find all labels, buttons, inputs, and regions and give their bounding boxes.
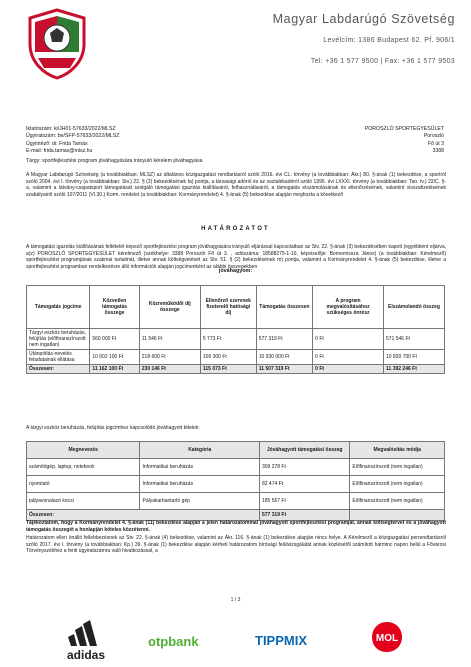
column-header: Megnevezés <box>27 442 140 459</box>
table-row <box>27 329 445 350</box>
table-cell: 185 567 Ft <box>259 493 349 510</box>
meta-case-number: Ügyiratszám: be/SFP-57633/2022/MLSZ <box>26 133 120 140</box>
table-cell: Összesen: <box>27 510 260 521</box>
column-header: Elszámolandó összeg <box>384 286 445 329</box>
table-cell: 0 Ft <box>313 365 384 374</box>
table-cell: 0 Ft <box>313 329 384 350</box>
table-cell <box>350 510 445 521</box>
column-header: A program megvalósításához szükséges önrész <box>313 286 384 329</box>
decision-paragraph: A támogatási igazolás kiállításának feltételét képező sportfejlesztési program jóváhagyására irányuló eljárással kapcsolatban az Stv. 22. §-ának (3) bekezdésében kapott (egyébként eljárva, a(z) POROSZLÓ SPORTEGYESÜLET kérelmező (székhelye: 3388 Poroszló Fő út 3. , adószáma: 18588275-1-10, képviselője: Bornemissza János) (a továbbiakban: Kérelmező) sportfejlesztési programjának szakmai tartalmát, illetve annak költségvetését az Stv. 51. § (2) bekezdésének m) pontja, valamint a Kormányrendelet 4. §-ának (5) bekezdése, illetve a sportfejlesztési programban rendelkezésre álló információk alapján jogcímenként az alábbi összegekben <box>26 244 446 270</box>
table-cell: nyomtató <box>27 476 140 493</box>
table-cell: Informatikai beruházás <box>140 476 259 493</box>
publication-notice: Tájékoztatom, hogy a Kormányrendelet 4. §-ának (11) bekezdése alapján a jelen határozatommal jóváhagyott sportfejlesztési programját, annak költségtervet és a jóváhagyott támogatás összegét a honlapján köteles közzétenni. <box>26 520 446 533</box>
table-cell: Pályakarbantartó gép <box>140 493 259 510</box>
table-cell: 10 930 000 Ft <box>256 350 312 365</box>
tippmix-wordmark: TIPPMIX <box>255 633 308 648</box>
org-title: Magyar Labdarúgó Szövetség <box>272 12 455 26</box>
table-total-row <box>27 510 445 521</box>
org-contact: Tel: +36 1 577 9500 | Fax: +36 1 577 9503 <box>310 58 455 65</box>
org-address: Levélcím: 1386 Budapest 62. Pf. 906/1 <box>323 37 455 44</box>
recipient-name: POROSZLÓ SPORTEGYESÜLET <box>364 126 444 132</box>
table-cell: pályavonalazó kocsi <box>27 493 140 510</box>
table-header-row <box>27 442 445 459</box>
table-cell: 82 474 Ft <box>259 476 349 493</box>
adidas-stripes-icon <box>63 620 109 646</box>
table-cell: 109 300 Ft <box>200 350 256 365</box>
table-cell: Előfinanszírozott (nem ingatlan) <box>350 493 445 510</box>
table-total-row <box>27 365 445 374</box>
table-row <box>27 493 445 510</box>
table-cell: 218 600 Ft <box>139 350 200 365</box>
table-header-row <box>27 286 445 329</box>
otpbank-wordmark: otpbank <box>148 634 199 649</box>
sponsor-bar <box>0 612 471 662</box>
page-number: 1 / 3 <box>230 597 241 603</box>
table-cell: 309 278 Ft <box>259 459 349 476</box>
table-row <box>27 476 445 493</box>
table-cell: számítógép, laptop, notebook <box>27 459 140 476</box>
column-header: Ellenőrző szervnek fizetendő hatósági díj <box>200 286 256 329</box>
table-cell: Informatikai beruházás <box>140 459 259 476</box>
table-cell: 11 162 100 Ft <box>90 365 139 374</box>
adidas-logo <box>63 620 109 662</box>
table-cell: Összesen: <box>27 365 90 374</box>
meta-clerk: Ügyintéző: dr. Frida Tamás <box>26 140 88 147</box>
column-header: Jóváhagyott támogatási összeg <box>259 442 349 459</box>
table-cell: 577 319 Ft <box>256 329 312 350</box>
intro-paragraph: A Magyar Labdarúgó Szövetség (a továbbiakban: MLSZ) az általános közigazgatási rendtartásról szóló 2016. évi CL. törvény (a továbbiakban: Ákr.) 80. §-ának (1) bekezdése, a sportról szóló 2004. évi I. törvény (a továbbiakban: Stv.) 22. § (2) bekezdésének fa) pontja, a társasági adóról és az osztalékadóról szóló 1996. évi LXXXI. törvény (a továbbiakban: Tao. tv.) 22/C. §-a, valamint a látvány-csapatsport támogatását szolgáló támogatási igazolás kiállításáról, felhasználásáról, a támogatás elszámolásának és ellenőrzésének, valamint visszafizetésének szabályairól szóló 107/2011 (VI.30.) Korm. rendelet (a továbbiakban: Kormányrendelet) 4. §-ának (5) bekezdése alapján meghozta a következő <box>26 172 446 198</box>
recipient-zip: 3388 <box>432 148 444 155</box>
column-header: Kategória <box>140 442 259 459</box>
approved-items-table <box>26 441 445 521</box>
table-cell: 230 146 Ft <box>139 365 200 374</box>
table-cell: Előfinanszírozott (nem ingatlan) <box>350 459 445 476</box>
meta-reg-number: Iktatószám: ki/JH01-57633/2022/MLSZ <box>26 126 116 132</box>
items-intro: A tárgyi eszköz beruházás, felújítás jogcímhez kapcsolódó jóváhagyott tételek: <box>26 425 200 431</box>
decision-heading: HATÁROZATOT <box>201 226 270 232</box>
column-header: Megvalósítás módja <box>350 442 445 459</box>
recipient-city: Poroszló <box>423 133 444 140</box>
subject-line: Tárgy: sportfejlesztési program jóváhagyására irányuló kérelem jóváhagyása <box>26 158 203 164</box>
table-cell: 11 546 Ft <box>139 329 200 350</box>
table-cell: 560 000 Ft <box>90 329 139 350</box>
meta-email[interactable]: E-mail: frida.tamas@mlsz.hu <box>26 148 93 155</box>
table-row <box>27 459 445 476</box>
column-header: Közvetlen támogatás összege <box>90 286 139 329</box>
table-cell: 115 073 Ft <box>200 365 256 374</box>
mol-wordmark: MOL <box>375 633 399 644</box>
table-row <box>27 350 445 365</box>
table-cell: 571 546 Ft <box>384 329 445 350</box>
adidas-wordmark: adidas <box>66 648 105 662</box>
support-summary-table <box>26 285 445 374</box>
mol-logo-icon <box>370 620 404 654</box>
table-cell: Előfinanszírozott (nem ingatlan) <box>350 476 445 493</box>
column-header: Közreműködői díj összege <box>139 286 200 329</box>
recipient-street: Fő út 3 <box>427 140 444 147</box>
mlsz-logo-icon <box>26 8 88 80</box>
table-cell: 11 392 246 Ft <box>384 365 445 374</box>
table-cell: 5 773 Ft <box>200 329 256 350</box>
table-cell: Tárgyi eszköz beruházás, felújítás (előfinanszírozott nem ingatlan) <box>27 329 90 350</box>
table-cell: 0 Ft <box>313 350 384 365</box>
column-header: Támogatás jogcíme <box>27 286 90 329</box>
table-cell: Utánpótlás-nevelés feladatainak ellátása <box>27 350 90 365</box>
column-header: Támogatás összesen <box>256 286 312 329</box>
table-cell: 10 820 700 Ft <box>384 350 445 365</box>
approved-label: jóváhagyom: <box>218 268 253 274</box>
meta-left <box>26 126 119 156</box>
table-cell: 10 602 100 Ft <box>90 350 139 365</box>
table-cell: 577 319 Ft <box>259 510 349 521</box>
recipient-address <box>300 126 444 156</box>
table-cell: 11 507 319 Ft <box>256 365 312 374</box>
legal-remedy-paragraph: Határozatom ellen önálló fellebbezésnek az Stv. 22. §-ának (4) bekezdése, valamint az Ákr. 116. §-ának (1) bekezdése alapján nincs helye. A Kérelmező a közigazgatási perrendtartásról szóló 2017. évi I. törvény (a továbbiakban: Kp.) 39. §-ának (1) bekezdése alapján kérheti határozatom bírósági felülvizsgálatát annak közlésétől számított harminc napon belül a Fővárosi Törvényszékhez a fenti ügyiratszámra való hivatkozással, a <box>26 535 446 554</box>
